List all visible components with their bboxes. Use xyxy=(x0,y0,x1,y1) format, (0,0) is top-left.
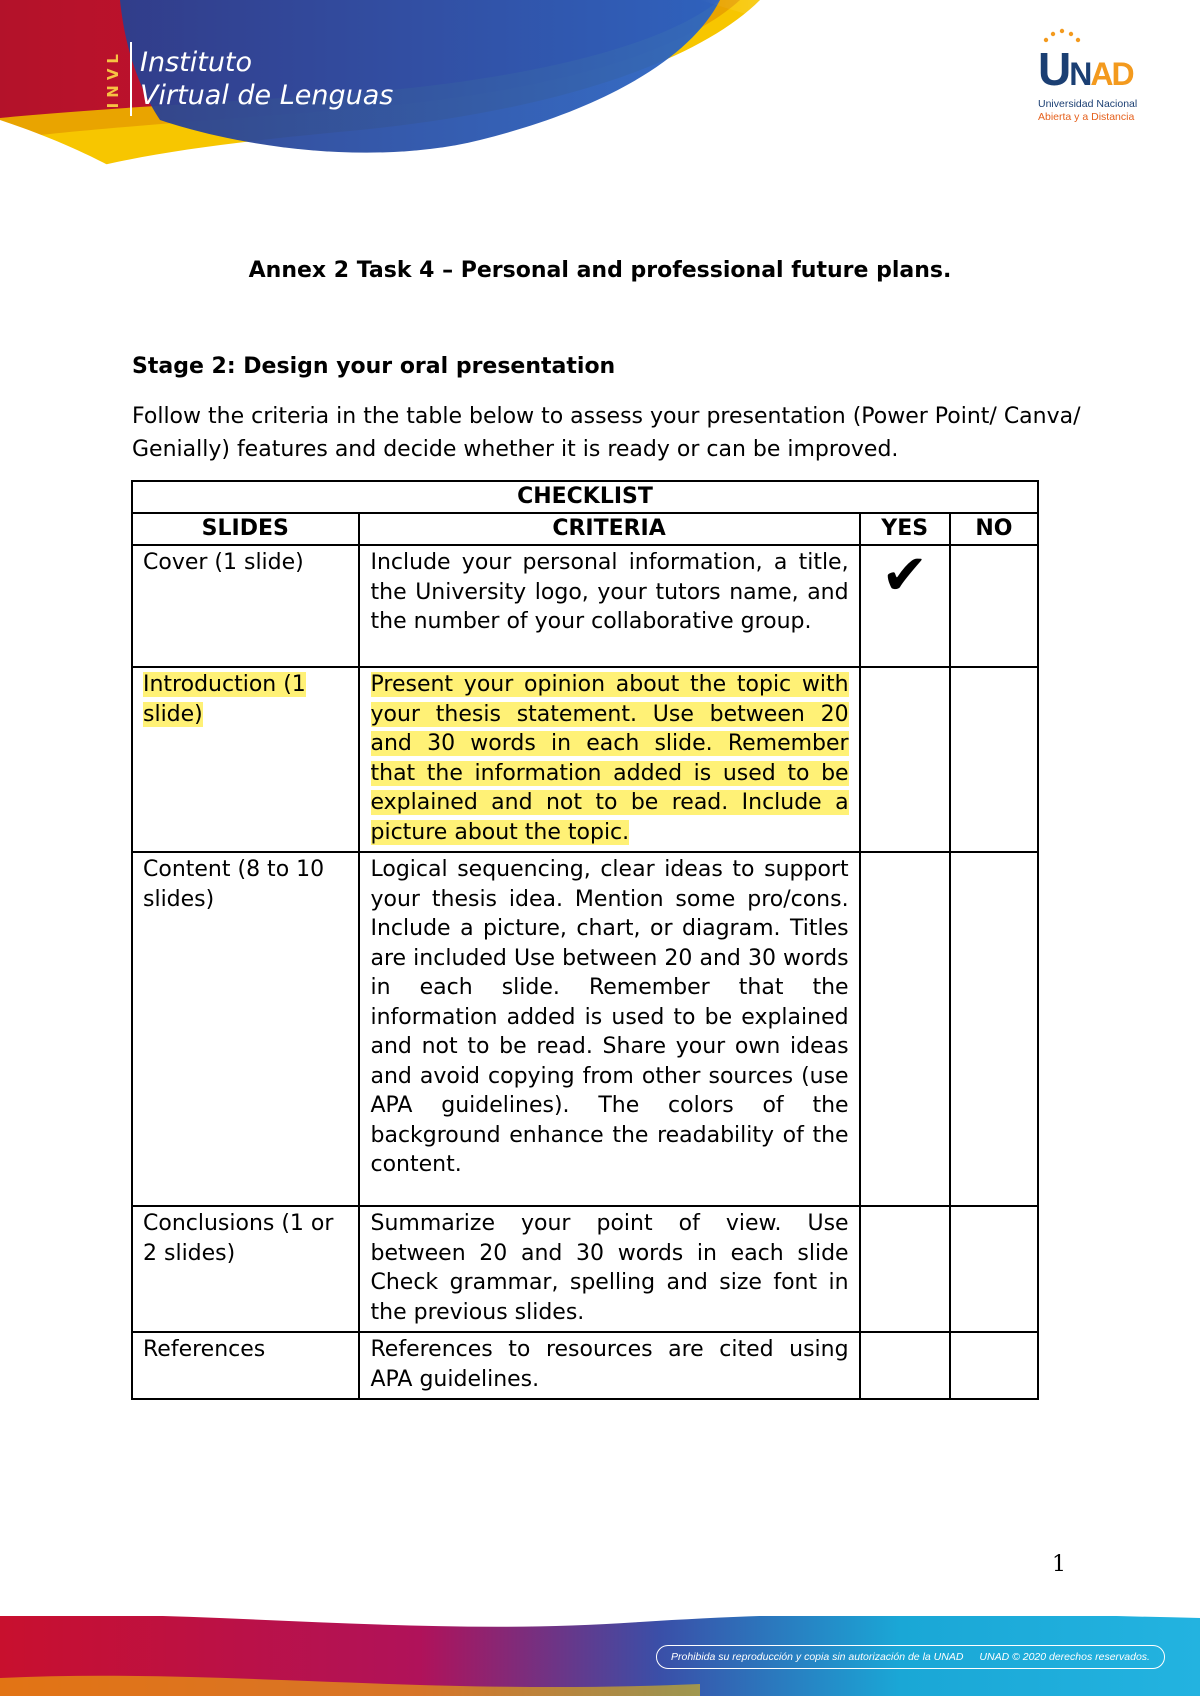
unad-subtitle-1: Universidad Nacional xyxy=(1038,98,1138,110)
yes-cell[interactable] xyxy=(860,852,950,1206)
ivl-name xyxy=(140,46,393,112)
table-row xyxy=(132,852,1038,1206)
slides-cell: Content (8 to 10 slides) xyxy=(132,852,359,1206)
no-cell[interactable] xyxy=(950,1206,1038,1332)
ivl-line1: Instituto xyxy=(140,47,253,78)
highlighted-criteria-text: Present your opinion about the topic with your thesis statement. Use between 20 and 30 words in each slide. Remember that the information added is used to be explained and not to be read. Include a picture about the topic. xyxy=(370,672,849,845)
ivl-line2: Virtual de Lenguas xyxy=(140,80,394,111)
checklist-title-row xyxy=(132,481,1038,513)
footer-note-left: Prohibida su reproducción y copia sin autorización de la UNAD xyxy=(671,1651,964,1663)
checklist-title: CHECKLIST xyxy=(132,481,1038,513)
slides-cell: Cover (1 slide) xyxy=(132,545,359,667)
table-row xyxy=(132,667,1038,852)
slides-cell: References xyxy=(132,1332,359,1399)
no-cell[interactable] xyxy=(950,667,1038,852)
footer-note-right: UNAD © 2020 derechos reservados. xyxy=(979,1651,1150,1663)
criteria-cell: References to resources are cited using APA guidelines. xyxy=(359,1332,860,1399)
checkmark-icon: ✔ xyxy=(881,543,929,608)
no-cell[interactable] xyxy=(950,852,1038,1206)
unad-logo xyxy=(1038,28,1168,128)
yes-cell[interactable] xyxy=(860,667,950,852)
table-row xyxy=(132,545,1038,667)
criteria-cell: Summarize your point of view. Use between 20 and 30 words in each slide Check grammar, spelling and size font in the previous slides. xyxy=(359,1206,860,1332)
criteria-cell: Logical sequencing, clear ideas to support your thesis idea. Mention some pro/cons. Include a picture, chart, or diagram. Titles are included Use between 20 and 30 words in each slide. Remember that the information added is used to be explained and not to be read. Share your own ideas and avoid copying from other sources (use APA guidelines). The colors of the background enhance the readability of the content. xyxy=(359,852,860,1206)
table-row xyxy=(132,1206,1038,1332)
slides-cell xyxy=(132,667,359,852)
criteria-cell: Include your personal information, a title, the University logo, your tutors name, and the number of your collaborative group. xyxy=(359,545,860,667)
header-yes: YES xyxy=(860,513,950,545)
intro-paragraph: Follow the criteria in the table below to assess your presentation (Power Point/ Canva/ Genially) features and decide whether it is ready or can be improved. xyxy=(132,404,1081,462)
document-title: Annex 2 Task 4 – Personal and professional future plans. xyxy=(248,258,952,283)
header-criteria: CRITERIA xyxy=(359,513,860,545)
header-no: NO xyxy=(950,513,1038,545)
no-cell[interactable] xyxy=(950,545,1038,667)
header-banner xyxy=(0,0,1200,230)
ivl-tag: INVL xyxy=(104,49,122,109)
checklist-table xyxy=(131,480,1039,1400)
footer-note xyxy=(656,1644,1165,1670)
ivl-logo xyxy=(104,42,393,116)
table-row xyxy=(132,1332,1038,1399)
unad-wordmark: UNAD xyxy=(1038,43,1133,95)
yes-cell[interactable] xyxy=(860,545,950,667)
table-header-row xyxy=(132,513,1038,545)
stage-title: Stage 2: Design your oral presentation xyxy=(132,354,616,379)
header-slides: SLIDES xyxy=(132,513,359,545)
slides-cell: Conclusions (1 or 2 slides) xyxy=(132,1206,359,1332)
yes-cell[interactable] xyxy=(860,1206,950,1332)
yes-cell[interactable] xyxy=(860,1332,950,1399)
page-number: 1 xyxy=(1052,1552,1066,1577)
copyright-pill xyxy=(656,1645,1165,1669)
unad-subtitle-2: Abierta y a Distancia xyxy=(1038,111,1135,123)
ivl-divider xyxy=(130,42,132,116)
highlighted-slides-text: Introduction (1 slide) xyxy=(143,672,306,727)
criteria-cell xyxy=(359,667,860,852)
no-cell[interactable] xyxy=(950,1332,1038,1399)
